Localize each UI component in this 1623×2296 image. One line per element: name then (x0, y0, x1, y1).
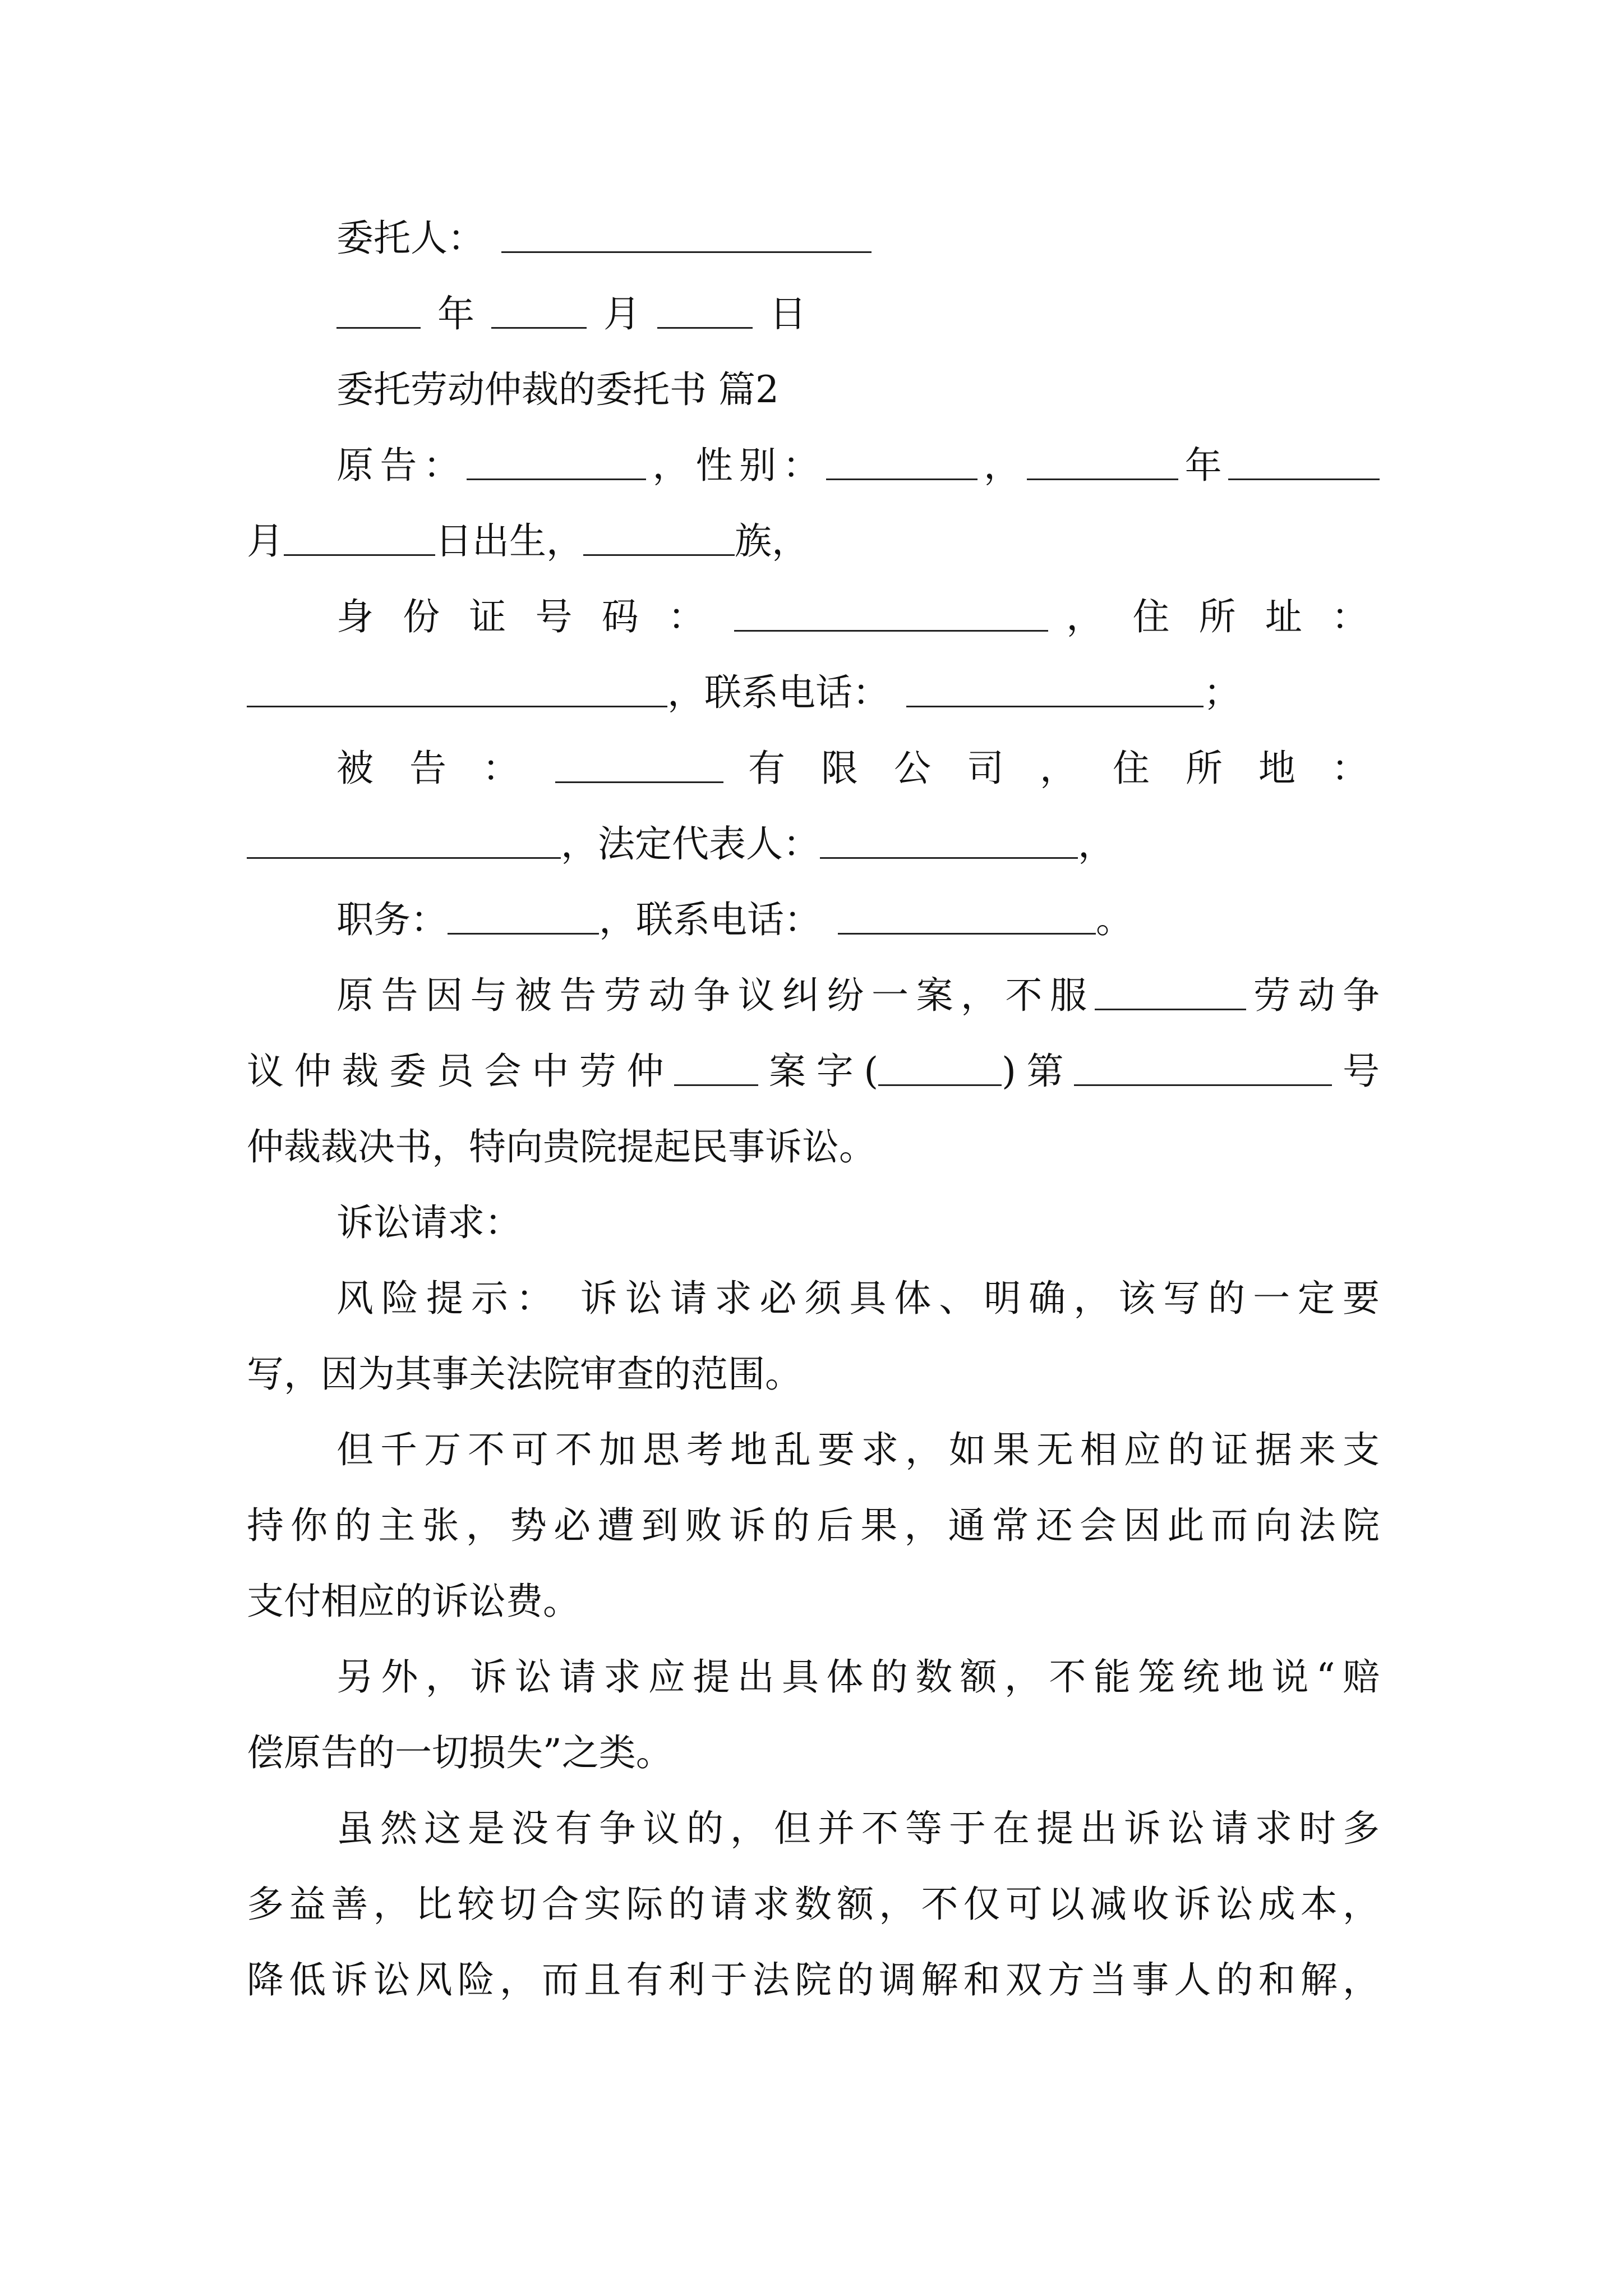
plaintiff-line (247, 426, 1380, 505)
case-word-label: 案字( (758, 1050, 879, 1093)
gender-label: ，性别： (646, 444, 826, 487)
birth-day-label: 日出生， (435, 519, 583, 563)
paragraph-line: 偿原告的一切损失”之类。 (247, 1731, 673, 1774)
paragraph-line: 写，因为其事关法院审查的范围。 (247, 1352, 802, 1396)
date-line (247, 275, 1380, 353)
comma: ， (1078, 822, 1115, 866)
id-number-label: 身份证号码： (336, 595, 735, 638)
ethnicity-blank (583, 523, 735, 556)
birth-day-blank (284, 523, 435, 556)
year-label: 年 (437, 292, 474, 335)
phone-blank (906, 674, 1204, 707)
paragraph-line: 持你的主张，势必遭到败诉的后果，通常还会因此而向法院 (247, 1504, 1380, 1547)
gender-blank (826, 447, 978, 480)
case-prefix-blank (674, 1053, 758, 1086)
case-number-suffix: 号 (1332, 1050, 1380, 1093)
rep-phone-label: ，联系电话： (599, 898, 821, 941)
position-label: 职务： (336, 898, 448, 941)
birth-month-blank (1228, 447, 1380, 480)
paragraph-line: 仲裁裁决书，特向贵院提起民事诉讼。 (247, 1125, 876, 1168)
paragraph-line: 多益善，比较切合实际的请求数额，不仅可以减收诉讼成本， (247, 1883, 1380, 1926)
case-number-blank (1074, 1053, 1332, 1086)
defendant-label: 被告： (336, 747, 555, 790)
claims-heading: 诉讼请求： (336, 1201, 522, 1244)
principal-label: 委托人： (336, 217, 485, 260)
birth-year-label: 年 (1178, 444, 1229, 487)
contact-line (247, 654, 1380, 732)
principal-blank (501, 220, 872, 253)
paragraph-line: 降低诉讼风险，而且有利于法院的调解和双方当事人的和解， (247, 1958, 1380, 2001)
position-blank (448, 901, 599, 935)
arbitration-committee-blank (1095, 977, 1246, 1010)
defendant-line (247, 729, 1380, 808)
birth-year-blank (1027, 447, 1178, 480)
plaintiff-name-blank (467, 447, 646, 480)
birth-month-label: 月 (247, 519, 284, 563)
semicolon: ； (1204, 671, 1241, 714)
id-number-blank (734, 599, 1048, 632)
paragraph-line: 另外，诉讼请求应提出具体的数额，不能笼统地说“赔 (336, 1655, 1380, 1699)
paragraph-line: 但千万不可不加思考地乱要求，如果无相应的证据来支 (336, 1428, 1380, 1471)
company-address-blank (247, 826, 561, 859)
position-line (247, 881, 1380, 959)
legal-rep-label: ，法定代表人： (561, 822, 820, 866)
principal-signature-line (247, 199, 1380, 278)
paragraph-line: 虽然这是没有争议的，但并不等于在提出诉讼请求时多 (336, 1807, 1380, 1850)
ethnicity-label: 族， (735, 519, 809, 563)
legal-rep-blank (820, 826, 1078, 859)
period: 。 (1096, 898, 1133, 941)
company-blank (555, 750, 723, 783)
paragraph-line (247, 1032, 1380, 1111)
section-title: 委托劳动仲裁的委托书 篇2 (336, 368, 779, 411)
rep-phone-blank (838, 901, 1096, 935)
dispute-text-cont: 劳动争 (1246, 974, 1380, 1017)
day-blank (657, 296, 753, 329)
paragraph-line (247, 956, 1380, 1035)
id-number-line (247, 578, 1380, 656)
comma: ， (977, 444, 1027, 487)
month-label: 月 (603, 292, 640, 335)
birth-line (247, 502, 1380, 581)
case-no-label: )第 (1002, 1050, 1075, 1093)
legal-rep-line (247, 805, 1380, 884)
case-text: 议仲裁委员会中劳仲 (247, 1050, 675, 1093)
case-year-blank (878, 1053, 1002, 1086)
company-address-label: 有限公司，住所地： (723, 747, 1380, 790)
paragraph-line: 风险提示： 诉讼请求必须具体、明确，该写的一定要 (336, 1277, 1380, 1320)
phone-label: ，联系电话： (667, 671, 889, 714)
plaintiff-label: 原告： (336, 444, 467, 487)
year-blank (336, 296, 421, 329)
address-blank (247, 674, 667, 707)
paragraph-line: 支付相应的诉讼费。 (247, 1580, 580, 1623)
day-label: 日 (769, 292, 806, 335)
dispute-text: 原告因与被告劳动争议纠纷一案，不服 (336, 974, 1095, 1017)
address-label: ，住所址： (1048, 595, 1380, 638)
month-blank (491, 296, 587, 329)
